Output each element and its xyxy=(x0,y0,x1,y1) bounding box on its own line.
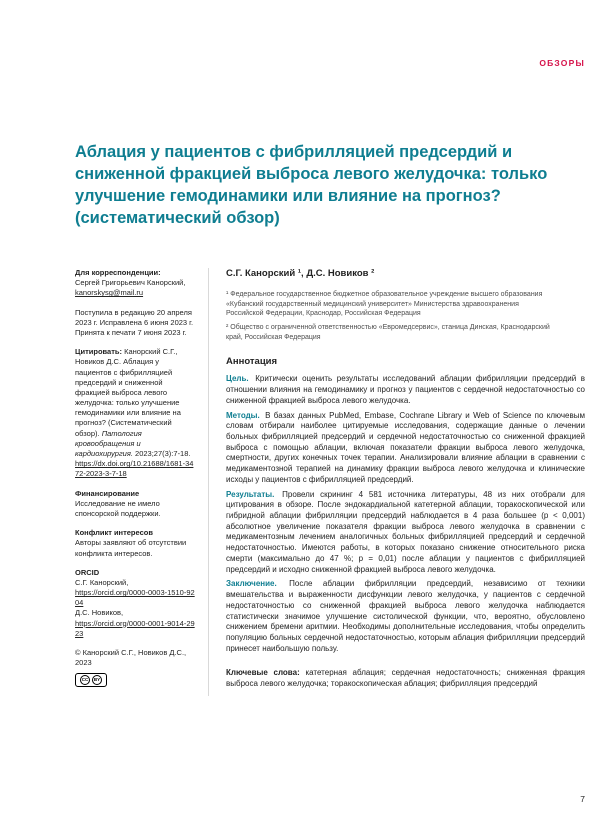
keywords-label: Ключевые слова: xyxy=(226,668,300,678)
abstract-section-text: Провели скрининг 4 581 источника литературы, 48 из них отобрали для цитирования в обзоре. После эндокардиальной катетерной аблации, торакоскопической или гибридной аблации фибрилляции предсердий наблюдается в 4 раза большее (p < 0,001) абсолютное увеличение показателя фракции выброса левого желудочка в сравнении с медикаментозным лечением аналогичных больных фибрилляцией предсердий и сердечной недостаточностью. Имеются работы, в которых показано снижение относительного риска смерти (максимально до 47 %; p = 0,01) после аблации у пациентов с фибрилляцией предсердий и исходно сниженной фракцией выброса левого желудочка. xyxy=(226,489,585,574)
citation-heading: Цитировать: xyxy=(75,347,122,357)
keywords-block xyxy=(226,668,585,689)
article-title: Аблация у пациентов с фибрилляцией предсердий и сниженной фракцией выброса левого желудочка: только улучшение гемодинамики или влияние на прогноз? (систематический обзор) xyxy=(75,143,548,227)
cc-icon: CC xyxy=(80,675,90,685)
email-link[interactable]: kanorskysg@mail.ru xyxy=(75,288,144,298)
cc-by-license-badge[interactable] xyxy=(75,673,107,687)
abstract-section-text: Критически оценить результаты исследований аблации фибрилляции предсердий в отношении влияния на гемодинамику и прогноз у пациентов с сердечной недостаточностью со сниженной фракцией выброса левого желудочка. xyxy=(226,374,585,405)
abstract-paragraph-results xyxy=(226,490,585,576)
correspondence-block xyxy=(75,268,195,299)
metadata-sidebar xyxy=(75,268,195,696)
affiliation: ¹ Федеральное государственное бюджетное образовательное учреждение высшего образования «Кубанский государственный медицинский университет» Министерства здравоохранения Российской Федерации, Краснодар, Российская Федерация xyxy=(226,290,543,318)
funding-text: Исследование не имело спонсорской поддержки. xyxy=(75,498,161,518)
abstract-section-text: После аблации фибрилляции предсердий, независимо от техники вмешательства и выраженности дисфункции левого желудочка, у пациентов с сердечной недостаточностью со сниженной фракцией выброса левого желудочка наблюдается статистически значимое улучшение систолической функции, что, вероятно, обусловлено снижением бремени аритмии. Необходимы дополнительные исследования, чтобы определить популяцию больных сердечной недостаточностью, которым аблация фибрилляции предсердий принесет наибольшую пользу. xyxy=(226,579,585,653)
orcid-author: Д.С. Новиков, xyxy=(75,608,124,618)
content-columns xyxy=(75,268,585,696)
received-dates xyxy=(75,308,195,339)
correspondence-name: Сергей Григорьевич Канорский, xyxy=(75,278,186,288)
copyright-notice: © Канорский С.Г., Новиков Д.С., 2023 xyxy=(75,648,187,668)
copyright-block xyxy=(75,648,195,687)
authors-line: С.Г. Канорский ¹, Д.С. Новиков ² xyxy=(226,268,375,279)
orcid-author: С.Г. Канорский, xyxy=(75,577,129,587)
abstract-paragraph-methods xyxy=(226,411,585,486)
abstract-section-label: Цель. xyxy=(226,374,249,384)
doi-link[interactable]: https://dx.doi.org/10.21688/1681-3472-2023-3-7-18 xyxy=(75,459,194,479)
correspondence-heading: Для корреспонденции: xyxy=(75,268,161,277)
funding-heading: Финансирование xyxy=(75,488,140,498)
conflict-of-interest-block xyxy=(75,528,195,559)
affiliation: ² Общество с ограниченной ответственностью «Евромедсервис», станица Динская, Краснодарский край, Российская Федерация xyxy=(226,324,550,341)
article-body xyxy=(226,268,585,696)
abstract-paragraph-aim xyxy=(226,374,585,406)
funding-block xyxy=(75,489,195,520)
abstract-paragraph-conclusion xyxy=(226,579,585,654)
keywords-text: катетерная аблация; сердечная недостаточность; сниженная фракция выброса левого желудочка; торакоскопическая аблация; фибрилляция предсердий xyxy=(226,668,585,689)
abstract-section-text: В базах данных PubMed, Embase, Cochrane Library и Web of Science по ключевым словам отбирали наиболее цитируемые исследования, содержащие данные о лечении больных фибрилляцией предсердий и сердечной недостаточностью со сниженной фракцией выброса с помощью аблации, включая показатели фракции выброса левого желудочка, смертности, других конечных точек терапии. Анализировали влияние аблации в сравнении с медикаментозной терапией на динамику фракции выброса левого желудочка и клинические исходы у пациентов с фибрилляцией предсердий. xyxy=(226,410,585,484)
orcid-heading: ORCID xyxy=(75,567,100,577)
abstract-heading: Аннотация xyxy=(226,355,278,367)
orcid-link[interactable]: https://orcid.org/0000-0003-1510-9204 xyxy=(75,588,195,608)
abstract-section-label: Результаты. xyxy=(226,489,275,499)
by-icon: BY xyxy=(92,675,102,685)
orcid-block xyxy=(75,568,195,639)
journal-section-label: ОБЗОРЫ xyxy=(539,58,585,68)
column-divider xyxy=(208,268,209,696)
abstract-section-label: Методы. xyxy=(226,410,260,420)
citation-block xyxy=(75,347,195,479)
abstract-section-label: Заключение. xyxy=(226,579,277,589)
orcid-link[interactable]: https://orcid.org/0000-0001-9014-2923 xyxy=(75,618,195,638)
conflict-text: Авторы заявляют об отсутствии конфликта интересов. xyxy=(75,538,187,558)
citation-journal: Патология кровообращения и кардиохирургия. xyxy=(75,428,142,458)
page-number: 7 xyxy=(580,794,585,804)
citation-text: Канорский С.Г., Новиков Д.С. Аблация у пациентов с фибрилляцией предсердий и сниженной фракцией выброса левого желудочка: только улучшение гемодинамики или влияние на прогноз? (Систематический обзор). xyxy=(75,347,181,438)
received-dates-text: Поступила в редакцию 20 апреля 2023 г. Исправлена 6 июня 2023 г. Принята к печати 7 июня 2023 г. xyxy=(75,307,194,337)
citation-issue: 2023;27(3):7-18. xyxy=(135,449,191,458)
conflict-heading: Конфликт интересов xyxy=(75,528,153,538)
